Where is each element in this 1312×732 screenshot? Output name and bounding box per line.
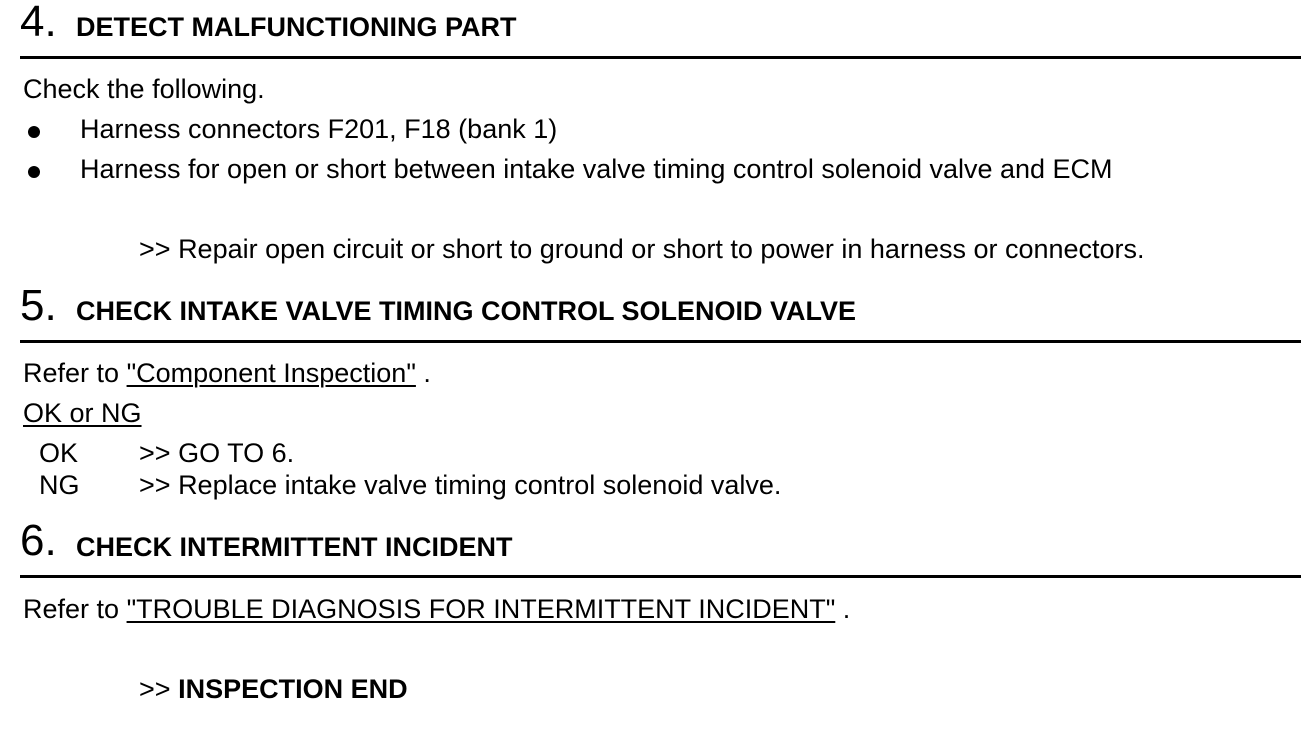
refer-suffix: . (842, 594, 851, 624)
bullet-icon (28, 126, 40, 138)
step-6-number: 6. (20, 516, 57, 565)
step-5-divider (20, 340, 1301, 343)
ok-label: OK (39, 438, 79, 468)
ok-result (139, 438, 294, 468)
bullet-icon (28, 166, 40, 178)
refer-prefix: Refer to (23, 594, 120, 624)
step-6-end (139, 674, 408, 704)
step-4-intro: Check the following. (23, 74, 265, 104)
ng-label: NG (39, 470, 80, 500)
end-arrow: >> (139, 674, 171, 704)
step-6-refer (23, 594, 850, 624)
step-4-title: DETECT MALFUNCTIONING PART (76, 12, 517, 42)
step-4-bullet-1: Harness connectors F201, F18 (bank 1) (80, 114, 558, 144)
ok-text: GO TO 6. (178, 438, 295, 468)
refer-suffix: . (423, 358, 431, 388)
step-6-divider (20, 575, 1301, 578)
step-4-divider (20, 56, 1301, 59)
step-4-result (139, 234, 1145, 264)
step-4-number: 4. (20, 0, 57, 46)
step-4-bullet-2: Harness for open or short between intake valve timing control solenoid valve and ECM (80, 154, 1113, 184)
step-5-title: CHECK INTAKE VALVE TIMING CONTROL SOLENOID VALVE (76, 296, 857, 326)
refer-prefix: Refer to (23, 358, 120, 388)
trouble-diagnosis-link[interactable]: "TROUBLE DIAGNOSIS FOR INTERMITTENT INCIDENT" (126, 594, 836, 624)
ng-text: Replace intake valve timing control solenoid valve. (178, 470, 782, 500)
result-arrow: >> (139, 234, 171, 264)
ok-arrow: >> (139, 438, 171, 468)
step-5-refer (23, 358, 431, 388)
ng-arrow: >> (139, 470, 171, 500)
ng-result (139, 470, 781, 500)
judgement-label: OK or NG (23, 398, 142, 428)
step-6-title: CHECK INTERMITTENT INCIDENT (76, 532, 513, 562)
step-5-number: 5. (20, 281, 57, 330)
result-text: Repair open circuit or short to ground or short to power in harness or connectors. (178, 234, 1145, 264)
component-inspection-link[interactable]: "Component Inspection" (126, 358, 416, 388)
end-text: INSPECTION END (178, 674, 408, 704)
